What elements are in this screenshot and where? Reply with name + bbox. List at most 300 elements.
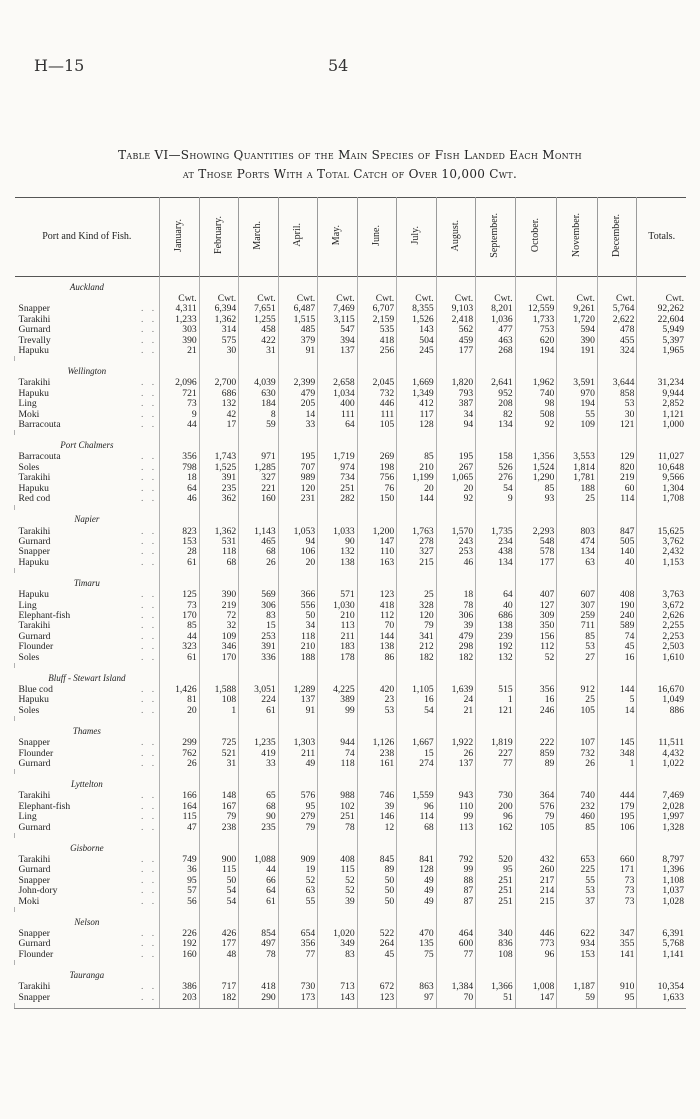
species-cell (15, 791, 160, 801)
value-cell: 1,922 (436, 738, 476, 748)
species-cell (15, 527, 160, 537)
value-cell: 221 (239, 484, 279, 494)
blank-cell (557, 668, 598, 685)
blank-cell (557, 573, 598, 590)
value-cell: 740 (557, 791, 598, 801)
leader-dots: . . (140, 695, 158, 706)
species-cell (15, 950, 160, 960)
blank-cell (318, 912, 358, 929)
port-heading-row (15, 277, 687, 295)
value-cell: 505 (597, 537, 637, 547)
leader-dots: . . (140, 642, 158, 653)
value-cell: 96 (476, 812, 516, 822)
value-cell: 46 (160, 494, 200, 504)
value-cell: 707 (278, 463, 318, 473)
value-cell: 863 (397, 982, 437, 992)
month-header-11: November. (557, 198, 598, 277)
value-cell: 166 (160, 791, 200, 801)
value-cell: 113 (318, 621, 358, 631)
value-cell: 42 (199, 410, 239, 420)
value-cell: 138 (318, 558, 358, 568)
value-cell: 732 (357, 389, 397, 399)
value-cell: 734 (318, 473, 358, 483)
blank-cell (637, 510, 686, 527)
value-cell: 51 (476, 993, 516, 1003)
species-cell (15, 611, 160, 621)
blank-cell (557, 721, 598, 738)
total-cell: 3,763 (637, 590, 686, 600)
species-cell (15, 812, 160, 822)
value-cell: 132 (476, 653, 516, 663)
value-cell: 52 (318, 876, 358, 886)
species-cell (15, 315, 160, 325)
blank-cell (239, 573, 279, 590)
value-cell: 26 (239, 558, 279, 568)
value-cell: 2,622 (597, 315, 637, 325)
species-cell (15, 982, 160, 992)
blank-cell (199, 668, 239, 685)
value-cell: 81 (160, 695, 200, 705)
blank-cell (597, 435, 637, 452)
species-name: Flounder (18, 949, 54, 960)
value-cell: 364 (515, 791, 557, 801)
blank-cell (318, 1003, 358, 1009)
table-row (15, 621, 687, 631)
value-cell: 85 (557, 632, 598, 642)
value-cell: 943 (436, 791, 476, 801)
blank-cell (436, 912, 476, 929)
blank-cell (557, 361, 598, 378)
blank-cell (397, 1003, 437, 1009)
value-cell: 251 (476, 897, 516, 907)
value-cell: 309 (515, 611, 557, 621)
value-cell: 95 (476, 865, 516, 875)
value-cell: 195 (436, 452, 476, 462)
value-cell: 20 (436, 484, 476, 494)
value-cell: 114 (397, 812, 437, 822)
value-cell: 455 (597, 336, 637, 346)
value-cell: 118 (318, 759, 358, 769)
value-cell: 575 (199, 336, 239, 346)
value-cell: 1,034 (318, 389, 358, 399)
value-cell: 50 (199, 876, 239, 886)
total-cell: 1,141 (637, 950, 686, 960)
blank-cell (557, 912, 598, 929)
month-header-7: July. (397, 198, 437, 277)
species-name: Gurnard (18, 631, 51, 642)
value-cell: 107 (557, 738, 598, 748)
value-cell: 74 (597, 632, 637, 642)
species-name: Gurnard (18, 822, 51, 833)
value-cell: 128 (397, 420, 437, 430)
value-cell: 194 (515, 346, 557, 356)
fish-landings-table (14, 197, 686, 1009)
month-header-1: January. (160, 198, 200, 277)
value-cell: 182 (199, 993, 239, 1003)
blank-cell (278, 838, 318, 855)
leader-dots: . . (140, 705, 158, 716)
value-cell: 74 (318, 749, 358, 759)
blank-cell (160, 510, 200, 527)
value-cell: 1,743 (199, 452, 239, 462)
value-cell: 2,418 (436, 315, 476, 325)
port-heading-row (15, 435, 687, 452)
value-cell: 239 (476, 632, 516, 642)
value-cell: 108 (199, 695, 239, 705)
value-cell: 607 (557, 590, 598, 600)
species-cell (15, 601, 160, 611)
value-cell: 251 (476, 876, 516, 886)
unit-cell: Cwt. (515, 294, 557, 304)
leader-dots: . . (140, 314, 158, 325)
total-cell: 7,469 (637, 791, 686, 801)
value-cell: 438 (476, 547, 516, 557)
leader-dots: . . (140, 855, 158, 866)
table-row (15, 897, 687, 907)
blank-cell (239, 912, 279, 929)
species-cell (15, 484, 160, 494)
blank-cell (278, 721, 318, 738)
value-cell: 1,525 (199, 463, 239, 473)
species-name: Hapuku (18, 483, 49, 494)
value-cell: 162 (476, 823, 516, 833)
value-cell: 59 (557, 993, 598, 1003)
value-cell: 45 (597, 642, 637, 652)
species-cell (15, 738, 160, 748)
blank-cell (436, 721, 476, 738)
value-cell: 33 (239, 759, 279, 769)
value-cell: 1,524 (515, 463, 557, 473)
species-name: Tarakihi (18, 378, 51, 389)
value-cell: 1,105 (397, 685, 437, 695)
species-cell (15, 993, 160, 1003)
value-cell: 1,719 (318, 452, 358, 462)
table-row (15, 378, 687, 388)
table-row (15, 982, 687, 992)
value-cell: 85 (557, 823, 598, 833)
value-cell: 400 (318, 399, 358, 409)
table-row (15, 315, 687, 325)
value-cell: 432 (515, 855, 557, 865)
value-cell: 508 (515, 410, 557, 420)
value-cell: 89 (357, 865, 397, 875)
species-cell (15, 325, 160, 335)
value-cell: 78 (239, 950, 279, 960)
value-cell: 68 (239, 547, 279, 557)
value-cell: 389 (318, 695, 358, 705)
value-cell: 497 (239, 939, 279, 949)
blank-cell (436, 965, 476, 982)
species-cell (15, 378, 160, 388)
value-cell: 2,700 (199, 378, 239, 388)
species-cell (15, 876, 160, 886)
value-cell: 99 (318, 706, 358, 716)
value-cell: 746 (357, 791, 397, 801)
blank-cell (557, 435, 598, 452)
value-cell: 1,720 (557, 315, 598, 325)
blank-cell (318, 838, 358, 855)
unit-cell: Cwt. (557, 294, 598, 304)
value-cell: 95 (597, 993, 637, 1003)
species-cell (15, 653, 160, 663)
month-header-8: August. (436, 198, 476, 277)
value-cell: 99 (436, 812, 476, 822)
value-cell: 418 (357, 601, 397, 611)
value-cell: 971 (239, 452, 279, 462)
value-cell: 256 (357, 346, 397, 356)
port-kind-header: Port and Kind of Fish. (42, 231, 132, 242)
blank-cell (515, 774, 557, 791)
value-cell: 600 (436, 939, 476, 949)
value-cell: 419 (239, 749, 279, 759)
species-cell (15, 336, 160, 346)
value-cell: 6,394 (199, 304, 239, 314)
value-cell: 70 (357, 621, 397, 631)
value-cell: 48 (199, 950, 239, 960)
species-cell (15, 389, 160, 399)
value-cell: 26 (557, 759, 598, 769)
value-cell: 160 (160, 950, 200, 960)
value-cell: 47 (160, 823, 200, 833)
blank-cell (476, 573, 516, 590)
blank-cell (557, 965, 598, 982)
value-cell: 167 (199, 802, 239, 812)
value-cell: 25 (557, 494, 598, 504)
value-cell: 64 (318, 420, 358, 430)
value-cell: 170 (199, 653, 239, 663)
blank-cell (637, 965, 686, 982)
species-name: Tarakihi (18, 314, 51, 325)
leader-dots: . . (140, 875, 158, 886)
value-cell: 44 (160, 420, 200, 430)
table-row (15, 865, 687, 875)
value-cell: 147 (515, 993, 557, 1003)
value-cell: 686 (199, 389, 239, 399)
species-cell (15, 759, 160, 769)
blank-cell (160, 774, 200, 791)
value-cell: 25 (397, 590, 437, 600)
species-name: Red cod (18, 494, 51, 505)
leader-dots: . . (140, 547, 158, 558)
blank-cell (637, 668, 686, 685)
value-cell: 323 (160, 642, 200, 652)
value-cell: 1,233 (160, 315, 200, 325)
port-heading-row (15, 361, 687, 378)
header-row (15, 198, 687, 277)
port-name: Wellington (67, 366, 107, 377)
blank-cell (397, 912, 437, 929)
value-cell: 132 (199, 399, 239, 409)
species-cell (15, 685, 160, 695)
value-cell: 140 (597, 547, 637, 557)
blank-cell (557, 774, 598, 791)
value-cell: 854 (239, 929, 279, 939)
table-row (15, 823, 687, 833)
leader-dots: . . (140, 621, 158, 632)
value-cell: 36 (160, 865, 200, 875)
value-cell: 672 (357, 982, 397, 992)
total-cell: 6,391 (637, 929, 686, 939)
blank-cell (278, 1003, 318, 1009)
species-name: Snapper (18, 929, 50, 940)
value-cell: 54 (476, 484, 516, 494)
leader-dots: . . (140, 494, 158, 505)
port-name: Lyttelton (70, 779, 103, 790)
value-cell: 660 (597, 855, 637, 865)
blank-cell (199, 510, 239, 527)
value-cell: 98 (515, 399, 557, 409)
blank-cell (160, 361, 200, 378)
value-cell: 214 (515, 886, 557, 896)
value-cell: 823 (160, 527, 200, 537)
unit-cell: Cwt. (160, 294, 200, 304)
value-cell: 16 (515, 695, 557, 705)
value-cell: 16 (397, 695, 437, 705)
value-cell: 34 (436, 410, 476, 420)
value-cell: 194 (557, 399, 598, 409)
value-cell: 217 (515, 876, 557, 886)
total-cell: 16,670 (637, 685, 686, 695)
value-cell: 245 (397, 346, 437, 356)
blank-cell (436, 361, 476, 378)
value-cell: 547 (318, 325, 358, 335)
table-row (15, 653, 687, 663)
value-cell: 6,707 (357, 304, 397, 314)
value-cell: 1,735 (476, 527, 516, 537)
blank-cell (637, 573, 686, 590)
total-cell: 2,503 (637, 642, 686, 652)
table-row (15, 547, 687, 557)
blank-cell (397, 774, 437, 791)
value-cell: 210 (318, 611, 358, 621)
value-cell: 179 (597, 802, 637, 812)
value-cell: 128 (397, 865, 437, 875)
port-name: Napier (74, 514, 100, 525)
blank-cell (357, 838, 397, 855)
value-cell: 59 (239, 420, 279, 430)
value-cell: 9,103 (436, 304, 476, 314)
species-cell (15, 452, 160, 462)
value-cell: 182 (397, 653, 437, 663)
value-cell: 2,658 (318, 378, 358, 388)
value-cell: 234 (476, 537, 516, 547)
species-name: Snapper (18, 547, 50, 558)
blank-cell (239, 510, 279, 527)
value-cell: 184 (239, 399, 279, 409)
unit-cell: Cwt. (436, 294, 476, 304)
species-name: Hapuku (18, 557, 49, 568)
value-cell: 54 (199, 897, 239, 907)
value-cell: 1,199 (397, 473, 437, 483)
blank-cell (199, 277, 239, 295)
leader-dots: . . (140, 896, 158, 907)
value-cell: 211 (318, 632, 358, 642)
blank-cell (476, 510, 516, 527)
blank-cell (199, 435, 239, 452)
value-cell: 24 (436, 695, 476, 705)
value-cell: 407 (515, 590, 557, 600)
blank-cell (357, 435, 397, 452)
value-cell: 177 (515, 558, 557, 568)
total-cell: 2,028 (637, 802, 686, 812)
value-cell: 1,559 (397, 791, 437, 801)
total-cell: 92,262 (637, 304, 686, 314)
blank-cell (597, 965, 637, 982)
value-cell: 4,225 (318, 685, 358, 695)
value-cell: 61 (239, 706, 279, 716)
value-cell: 68 (199, 558, 239, 568)
value-cell: 27 (557, 653, 598, 663)
value-cell: 390 (199, 590, 239, 600)
value-cell: 408 (318, 855, 358, 865)
port-heading-row (15, 668, 687, 685)
blank-cell (476, 435, 516, 452)
value-cell: 1,781 (557, 473, 598, 483)
value-cell: 137 (436, 759, 476, 769)
value-cell: 7,651 (239, 304, 279, 314)
value-cell: 97 (397, 993, 437, 1003)
value-cell: 134 (557, 547, 598, 557)
value-cell: 34 (278, 621, 318, 631)
total-cell: 10,354 (637, 982, 686, 992)
month-header-2: February. (199, 198, 239, 277)
blank-cell (476, 361, 516, 378)
value-cell: 15 (397, 749, 437, 759)
value-cell: 215 (515, 897, 557, 907)
value-cell: 721 (160, 389, 200, 399)
blank-cell (515, 277, 557, 295)
value-cell: 205 (278, 399, 318, 409)
total-cell: 9,566 (637, 473, 686, 483)
value-cell: 1,053 (278, 527, 318, 537)
value-cell: 17 (199, 420, 239, 430)
value-cell: 219 (597, 473, 637, 483)
leader-dots: . . (140, 982, 158, 993)
value-cell: 161 (357, 759, 397, 769)
value-cell: 50 (357, 886, 397, 896)
value-cell: 934 (557, 939, 598, 949)
blank-cell (637, 774, 686, 791)
total-cell: 5,768 (637, 939, 686, 949)
value-cell: 589 (597, 621, 637, 631)
value-cell: 1,426 (160, 685, 200, 695)
value-cell: 988 (318, 791, 358, 801)
value-cell: 57 (160, 886, 200, 896)
value-cell: 40 (476, 601, 516, 611)
port-heading-row (15, 510, 687, 527)
value-cell: 91 (278, 346, 318, 356)
value-cell: 1,669 (397, 378, 437, 388)
blank-cell (199, 721, 239, 738)
total-cell: 1,965 (637, 346, 686, 356)
value-cell: 762 (160, 749, 200, 759)
value-cell: 85 (160, 621, 200, 631)
total-cell: 10,648 (637, 463, 686, 473)
value-cell: 1,588 (199, 685, 239, 695)
value-cell: 458 (239, 325, 279, 335)
blank-cell (357, 912, 397, 929)
value-cell: 20 (397, 484, 437, 494)
value-cell: 177 (199, 939, 239, 949)
value-cell: 68 (397, 823, 437, 833)
value-cell: 562 (436, 325, 476, 335)
species-cell (15, 749, 160, 759)
value-cell: 2,096 (160, 378, 200, 388)
species-name: Tarakihi (18, 621, 51, 632)
port-heading-row (15, 721, 687, 738)
value-cell: 83 (239, 611, 279, 621)
value-cell: 653 (557, 855, 598, 865)
